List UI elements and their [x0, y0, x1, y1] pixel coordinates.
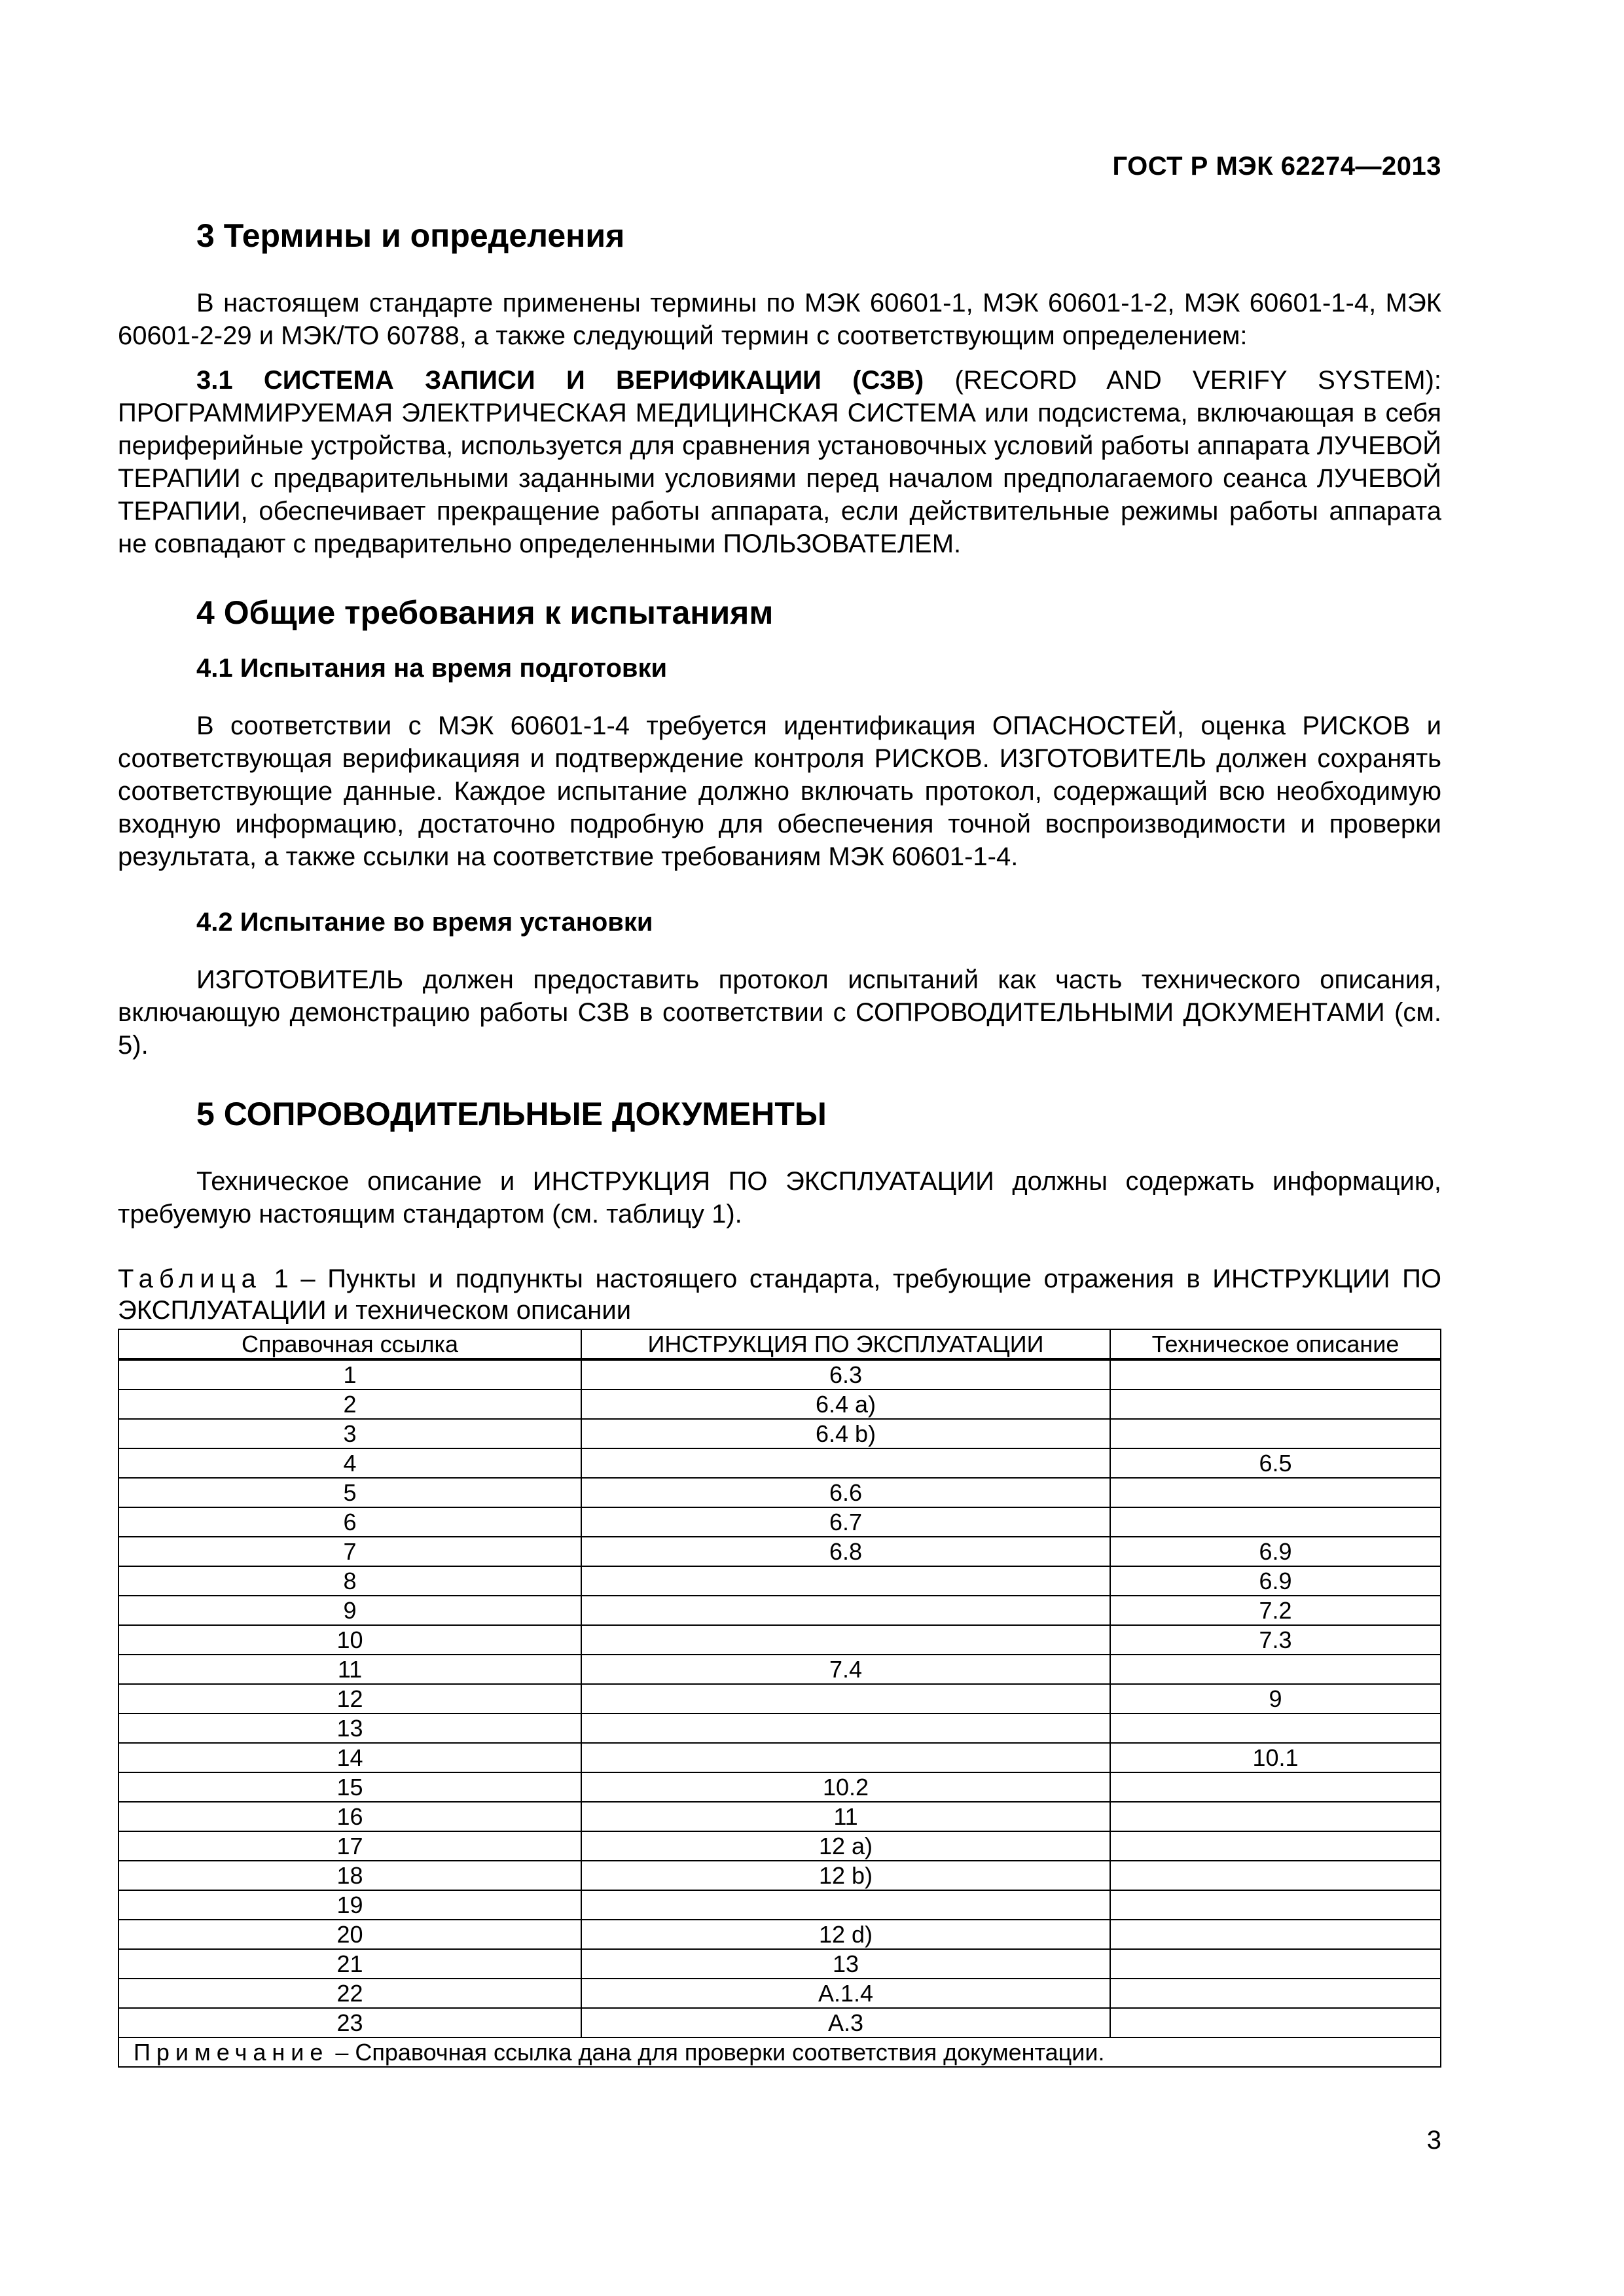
cell-instructions: 12 b) [581, 1861, 1110, 1890]
table-row [118, 2008, 1441, 2037]
cell-technical-description: 10.1 [1110, 1743, 1441, 1772]
reference-table [118, 1329, 1441, 2068]
cell-technical-description [1110, 1478, 1441, 1507]
cell-technical-description: 6.9 [1110, 1537, 1441, 1566]
cell-instructions: 12 d) [581, 1920, 1110, 1949]
cell-reference: 10 [118, 1625, 581, 1655]
section-4-1-title: 4.1 Испытания на время подготовки [196, 654, 668, 683]
cell-technical-description [1110, 1802, 1441, 1831]
table-row [118, 1478, 1441, 1507]
cell-instructions [581, 1566, 1110, 1596]
section-4-1-text: В соответствии с МЭК 60601-1-4 требуется идентификация ОПАСНОСТЕЙ, оценка РИСКОВ и соответствующая верификацияя и подтверждение контроля РИСКОВ. ИЗГОТОВИТЕЛЬ должен сохранять соответствующие данные. Каждое испытание должно включать протокол, содержащий всю необходимую входную информацию, достаточно подробную для обеспечения точной воспроизводимости и проверки результата, а также ссылки на соответствие требованиям МЭК 60601-1-4. [118, 711, 1441, 871]
cell-reference: 15 [118, 1772, 581, 1802]
cell-reference: 7 [118, 1537, 581, 1566]
cell-reference: 4 [118, 1448, 581, 1478]
column-header-technical-description: Техническое описание [1110, 1329, 1441, 1359]
cell-reference: 13 [118, 1713, 581, 1743]
cell-instructions: 11 [581, 1802, 1110, 1831]
cell-instructions [581, 1596, 1110, 1625]
document-id-header: ГОСТ Р МЭК 62274—2013 [1112, 152, 1441, 181]
cell-instructions: 6.3 [581, 1359, 1110, 1390]
cell-technical-description [1110, 1772, 1441, 1802]
cell-instructions: 6.4 b) [581, 1419, 1110, 1448]
table-header-row [118, 1329, 1441, 1359]
cell-technical-description [1110, 1390, 1441, 1419]
table-row [118, 1390, 1441, 1419]
table-row [118, 1507, 1441, 1537]
cell-instructions [581, 1448, 1110, 1478]
cell-instructions [581, 1684, 1110, 1713]
cell-reference: 22 [118, 1979, 581, 2008]
cell-reference: 6 [118, 1507, 581, 1537]
cell-technical-description [1110, 1507, 1441, 1537]
cell-instructions: 6.8 [581, 1537, 1110, 1566]
cell-instructions: 10.2 [581, 1772, 1110, 1802]
table-row [118, 1772, 1441, 1802]
cell-instructions: A.3 [581, 2008, 1110, 2037]
section-5-text: Техническое описание и ИНСТРУКЦИЯ ПО ЭКСПЛУАТАЦИИ должны содержать информацию, требуемую настоящим стандартом (см. таблицу 1). [118, 1167, 1441, 1229]
table-row [118, 1596, 1441, 1625]
cell-technical-description [1110, 1861, 1441, 1890]
cell-reference: 16 [118, 1802, 581, 1831]
cell-technical-description: 6.9 [1110, 1566, 1441, 1596]
cell-technical-description [1110, 1920, 1441, 1949]
cell-instructions: 7.4 [581, 1655, 1110, 1684]
cell-instructions [581, 1743, 1110, 1772]
column-header-reference: Справочная ссылка [118, 1329, 581, 1359]
table-row [118, 1802, 1441, 1831]
section-3-title: 3 Термины и определения [196, 217, 625, 254]
table-note-row [118, 2037, 1441, 2067]
table-row [118, 1566, 1441, 1596]
page-content [118, 216, 1441, 2068]
cell-reference: 23 [118, 2008, 581, 2037]
cell-instructions [581, 1713, 1110, 1743]
term-text: (RECORD AND VERIFY SYSTEM): ПРОГРАММИРУЕМАЯ ЭЛЕКТРИЧЕСКАЯ МЕДИЦИНСКАЯ СИСТЕМА или подсистема, включающая в себя периферийные устройства, используется для сравнения установочных условий работы аппарата ЛУЧЕВОЙ ТЕРАПИИ с предварительными заданными условиями перед началом предполагаемого сеанса ЛУЧЕВОЙ ТЕРАПИИ, обеспечивает прекращение работы аппарата, если действительные режимы работы аппарата не совпадают с предварительно определенными ПОЛЬЗОВАТЕЛЕМ. [118, 366, 1442, 558]
cell-instructions [581, 1890, 1110, 1920]
term-name: 3.1 СИСТЕМА ЗАПИСИ И ВЕРИФИКАЦИИ (СЗВ) [196, 366, 924, 395]
section-5-title: 5 СОПРОВОДИТЕЛЬНЫЕ ДОКУМЕНТЫ [196, 1096, 827, 1132]
table-row [118, 1743, 1441, 1772]
table-row [118, 1920, 1441, 1949]
table-row [118, 1537, 1441, 1566]
cell-reference: 2 [118, 1390, 581, 1419]
table-row [118, 1949, 1441, 1979]
section-4-2-title: 4.2 Испытание во время установки [196, 908, 653, 937]
page-number: 3 [1426, 2126, 1441, 2155]
cell-reference: 21 [118, 1949, 581, 1979]
cell-reference: 8 [118, 1566, 581, 1596]
table-row [118, 1655, 1441, 1684]
cell-technical-description: 7.3 [1110, 1625, 1441, 1655]
cell-instructions: A.1.4 [581, 1979, 1110, 2008]
table-caption [118, 1263, 1441, 1326]
cell-reference: 3 [118, 1419, 581, 1448]
cell-technical-description: 7.2 [1110, 1596, 1441, 1625]
section-4-title: 4 Общие требования к испытаниям [196, 594, 774, 631]
table-row [118, 1713, 1441, 1743]
section-3-intro: В настоящем стандарте применены термины по МЭК 60601-1, МЭК 60601-1-2, МЭК 60601-1-4, МЭК 60601-2-29 и МЭК/ТО 60788, а также следующий термин с соответствующим определением: [118, 289, 1441, 350]
cell-reference: 20 [118, 1920, 581, 1949]
table-row [118, 1979, 1441, 2008]
cell-reference: 11 [118, 1655, 581, 1684]
cell-reference: 9 [118, 1596, 581, 1625]
table-row [118, 1861, 1441, 1890]
cell-technical-description [1110, 2008, 1441, 2037]
cell-reference: 1 [118, 1359, 581, 1390]
cell-instructions: 6.6 [581, 1478, 1110, 1507]
table-row [118, 1684, 1441, 1713]
table-row [118, 1831, 1441, 1861]
cell-technical-description [1110, 1890, 1441, 1920]
cell-reference: 19 [118, 1890, 581, 1920]
table-note-word: Примечание [134, 2039, 329, 2066]
table-note [118, 2037, 1441, 2067]
cell-technical-description [1110, 1419, 1441, 1448]
table-note-text: – Справочная ссылка дана для проверки соответствия документации. [329, 2039, 1105, 2066]
table-row [118, 1419, 1441, 1448]
cell-instructions: 13 [581, 1949, 1110, 1979]
cell-technical-description [1110, 1713, 1441, 1743]
cell-instructions [581, 1625, 1110, 1655]
table-row [118, 1448, 1441, 1478]
cell-instructions: 6.4 a) [581, 1390, 1110, 1419]
cell-technical-description [1110, 1359, 1441, 1390]
cell-reference: 17 [118, 1831, 581, 1861]
term-definition [118, 364, 1441, 560]
table-caption-word: Таблица [118, 1265, 262, 1293]
cell-technical-description [1110, 1655, 1441, 1684]
cell-reference: 12 [118, 1684, 581, 1713]
column-header-instructions: ИНСТРУКЦИЯ ПО ЭКСПЛУАТАЦИИ [581, 1329, 1110, 1359]
table-caption-text: 1 – Пункты и подпункты настоящего стандарта, требующие отражения в ИНСТРУКЦИИ ПО ЭКСПЛУАТАЦИИ и техническом описании [118, 1265, 1441, 1325]
cell-technical-description [1110, 1831, 1441, 1861]
section-4-2-text: ИЗГОТОВИТЕЛЬ должен предоставить протокол испытаний как часть технического описания, включающую демонстрацию работы СЗВ в соответствии с СОПРОВОДИТЕЛЬНЫМИ ДОКУМЕНТАМИ (см. 5). [118, 965, 1441, 1060]
cell-reference: 5 [118, 1478, 581, 1507]
table-row [118, 1625, 1441, 1655]
cell-technical-description [1110, 1979, 1441, 2008]
cell-instructions: 12 a) [581, 1831, 1110, 1861]
table-row [118, 1359, 1441, 1390]
cell-instructions: 6.7 [581, 1507, 1110, 1537]
table-body [118, 1359, 1441, 2037]
cell-technical-description [1110, 1949, 1441, 1979]
cell-reference: 18 [118, 1861, 581, 1890]
cell-reference: 14 [118, 1743, 581, 1772]
cell-technical-description: 6.5 [1110, 1448, 1441, 1478]
cell-technical-description: 9 [1110, 1684, 1441, 1713]
table-row [118, 1890, 1441, 1920]
